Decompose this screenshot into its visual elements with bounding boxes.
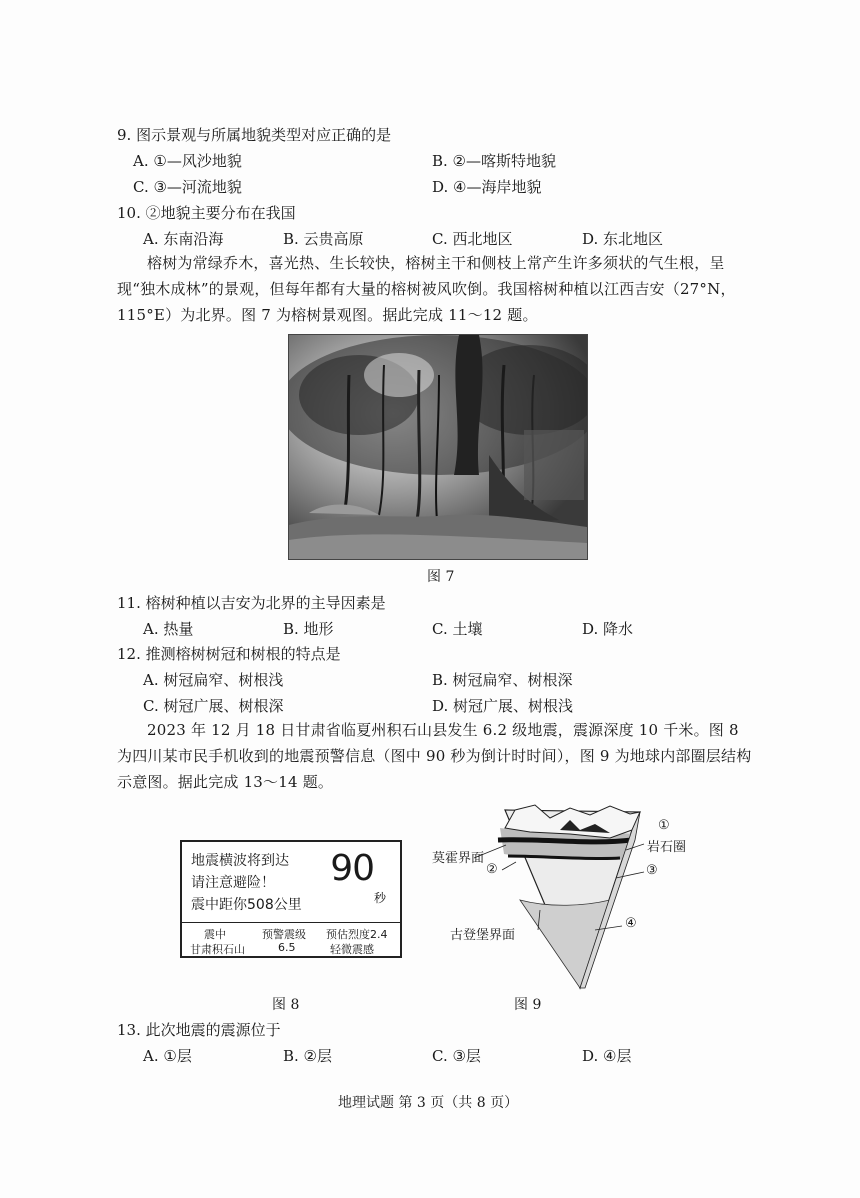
q10-option-c: C. 西北地区 [432, 230, 513, 248]
magnitude-header: 预警震级 [262, 928, 306, 941]
q11-option-d: D. 降水 [582, 620, 634, 638]
q13-option-c: C. ③层 [432, 1047, 481, 1065]
moho-label: 莫霍界面 [432, 851, 485, 866]
q9-stem: 9. 图示景观与所属地貌类型对应正确的是 [117, 126, 392, 144]
q11-stem: 11. 榕树种植以吉安为北界的主导因素是 [117, 594, 386, 612]
earthquake-passage: 2023 年 12 月 18 日甘肃省临夏州积石山县发生 6.2 级地震，震源深度 10 千米。图 8 为四川某市民手机收到的地震预警信息（图中 90 秒为倒计时时间），图 9 为地球内部圈层结构示意图。据此完成 13～14 题。 [117, 721, 752, 791]
q11-option-a: A. 热量 [143, 620, 194, 638]
banyan-photo [288, 334, 588, 560]
fig7-caption: 图 7 [427, 569, 455, 585]
magnitude-value: 6.5 [278, 941, 296, 954]
q10-stem: 10. ②地貌主要分布在我国 [117, 204, 296, 222]
q13-option-b: B. ②层 [283, 1047, 333, 1065]
gutenberg-label: 古登堡界面 [450, 928, 516, 943]
alert-line-3: 震中距你508公里 [191, 897, 302, 913]
fig8-caption: 图 8 [272, 997, 300, 1013]
epicenter-value: 甘肃积石山 [190, 943, 245, 956]
q11-option-c: C. 土壤 [432, 620, 483, 638]
q13-option-d: D. ④层 [582, 1047, 632, 1065]
earthquake-alert-box [180, 840, 402, 958]
q10-option-a: A. 东南沿海 [143, 230, 224, 248]
q12-option-c: C. 树冠广展、树根深 [143, 697, 284, 715]
q11-option-b: B. 地形 [283, 620, 334, 638]
earth-structure-diagram [420, 800, 720, 990]
q12-option-a: A. 树冠扁窄、树根浅 [143, 671, 284, 689]
alert-line-1: 地震横波将到达 [191, 853, 289, 869]
alert-line-2: 请注意避险！ [191, 875, 275, 891]
layer-4-marker: ④ [625, 916, 637, 931]
intensity-value: 轻微震感 [330, 943, 374, 956]
banyan-passage: 榕树为常绿乔木，喜光热、生长较快，榕树主干和侧枝上常产生许多须状的气生根，呈现“独木成林”的景观，但每年都有大量的榕树被风吹倒。我国榕树种植以江西吉安（27°N，115°E）为北界。图 7 为榕树景观图。据此完成 11～12 题。 [117, 254, 736, 324]
q9-option-c: C. ③—河流地貌 [133, 178, 242, 196]
countdown-value: 90 [330, 848, 374, 889]
layer-1-marker: ① [658, 818, 670, 833]
countdown-unit: 秒 [373, 891, 386, 905]
fig9-caption: 图 9 [514, 997, 542, 1013]
q12-option-d: D. 树冠广展、树根浅 [432, 697, 574, 715]
q10-option-d: D. 东北地区 [582, 230, 664, 248]
epicenter-header: 震中 [204, 928, 226, 941]
q13-stem: 13. 此次地震的震源位于 [117, 1021, 281, 1039]
page-footer: 地理试题 第 3 页（共 8 页） [338, 1095, 519, 1111]
intensity-header: 预估烈度2.4 [326, 928, 388, 941]
q13-option-a: A. ①层 [143, 1047, 192, 1065]
q9-option-a: A. ①—风沙地貌 [133, 152, 242, 170]
q9-option-d: D. ④—海岸地貌 [432, 178, 542, 196]
q10-option-b: B. 云贵高原 [283, 230, 364, 248]
q12-option-b: B. 树冠扁窄、树根深 [432, 671, 573, 689]
layer-2-marker: ② [486, 862, 498, 877]
q12-stem: 12. 推测榕树树冠和树根的特点是 [117, 645, 341, 663]
alert-divider [182, 922, 400, 923]
layer-3-marker: ③ [646, 863, 658, 878]
q9-option-b: B. ②—喀斯特地貌 [432, 152, 557, 170]
lithosphere-label: 岩石圈 [647, 840, 687, 855]
